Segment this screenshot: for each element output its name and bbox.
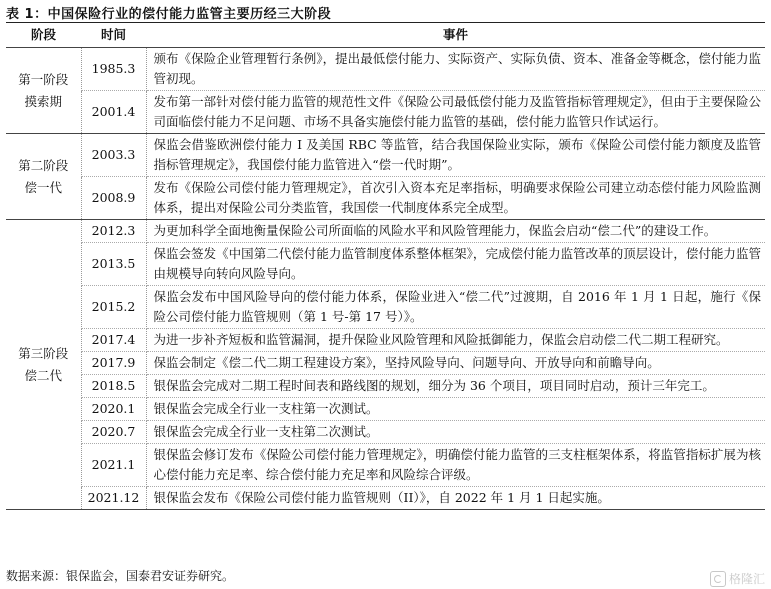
table-row — [6, 444, 765, 487]
event-cell: 保监会发布中国风险导向的偿付能力体系，保险业进入“偿二代”过渡期，自 2016 年 1 月 1 日起，施行《保险公司偿付能力监管规则（第 1 号-第 17 号）》。 — [146, 286, 765, 329]
time-cell: 1985.3 — [81, 48, 146, 91]
event-cell: 银保监会完成全行业一支柱第一次测试。 — [146, 398, 765, 421]
time-cell: 2020.1 — [81, 398, 146, 421]
time-cell: 2017.9 — [81, 352, 146, 375]
time-cell: 2018.5 — [81, 375, 146, 398]
event-cell: 发布《保险公司偿付能力管理规定》，首次引入资本充足率指标，明确要求保险公司建立动态偿付能力风险监测体系，提出对保险公司分类监管，我国偿一代制度体系完全成型。 — [146, 177, 765, 220]
stage-sub: 偿一代 — [24, 179, 62, 195]
event-cell: 颁布《保险企业管理暂行条例》，提出最低偿付能力、实际资产、实际负债、资本、准备金等概念，偿付能力监管初现。 — [146, 48, 765, 91]
stages-table — [6, 23, 765, 510]
table-row — [6, 286, 765, 329]
table-row — [6, 398, 765, 421]
table-row — [6, 243, 765, 286]
stage-cell-2 — [6, 134, 81, 220]
event-cell: 保监会制定《偿二代二期工程建设方案》，坚持风险导向、问题导向、开放导向和前瞻导向。 — [146, 352, 765, 375]
watermark-text: 格隆汇 — [728, 572, 765, 586]
watermark-logo-icon — [710, 571, 726, 587]
stage-name: 第三阶段 — [18, 345, 69, 361]
event-cell: 银保监会修订发布《保险公司偿付能力管理规定》，明确偿付能力监管的三支柱框架体系，将监管指标扩展为核心偿付能力充足率、综合偿付能力充足率和风险综合评级。 — [146, 444, 765, 487]
time-cell: 2008.9 — [81, 177, 146, 220]
time-cell: 2021.12 — [81, 487, 146, 510]
event-cell: 保监会签发《中国第二代偿付能力监管制度体系整体框架》，完成偿付能力监管改革的顶层设计，偿付能力监管由规模导向转向风险导向。 — [146, 243, 765, 286]
event-cell: 保监会借鉴欧洲偿付能力 I 及美国 RBC 等监管，结合我国保险业实际，颁布《保险公司偿付能力额度及监管指标管理规定》，我国偿付能力监管进入“偿一代时期”。 — [146, 134, 765, 177]
table-row — [6, 134, 765, 177]
stage-name: 第二阶段 — [18, 157, 69, 173]
time-cell: 2001.4 — [81, 91, 146, 134]
table-title: 表 1：中国保险行业的偿付能力监管主要历经三大阶段 — [6, 7, 332, 22]
table-row — [6, 352, 765, 375]
time-cell: 2013.5 — [81, 243, 146, 286]
event-cell: 发布第一部针对偿付能力监管的规范性文件《保险公司最低偿付能力及监管指标管理规定》，但由于主要保险公司面临偿付能力不足问题、市场不具备实施偿付能力监管的基础，偿付能力监管只作试运行。 — [146, 91, 765, 134]
time-cell: 2020.7 — [81, 421, 146, 444]
table-row — [6, 91, 765, 134]
time-cell: 2021.1 — [81, 444, 146, 487]
stage-cell-3 — [6, 220, 81, 510]
data-source-note: 数据来源：银保监会，国泰君安证券研究。 — [6, 569, 235, 583]
time-cell: 2003.3 — [81, 134, 146, 177]
table-row — [6, 421, 765, 444]
stage-cell-1 — [6, 48, 81, 134]
header-time: 时间 — [81, 23, 146, 48]
stage-sub: 摸索期 — [24, 93, 62, 109]
stage-name: 第一阶段 — [18, 71, 69, 87]
stage-sub: 偿二代 — [24, 367, 62, 383]
table-row — [6, 220, 765, 243]
time-cell: 2015.2 — [81, 286, 146, 329]
header-row — [6, 23, 765, 48]
event-cell: 银保监会完成全行业一支柱第二次测试。 — [146, 421, 765, 444]
table-row — [6, 487, 765, 510]
event-cell: 银保监会发布《保险公司偿付能力监管规则（II）》，自 2022 年 1 月 1 日起实施。 — [146, 487, 765, 510]
event-cell: 为更加科学全面地衡量保险公司所面临的风险水平和风险管理能力，保监会启动“偿二代”的建设工作。 — [146, 220, 765, 243]
watermark — [710, 570, 765, 587]
header-event: 事件 — [146, 23, 765, 48]
table-row — [6, 48, 765, 91]
time-cell: 2017.4 — [81, 329, 146, 352]
table-row — [6, 375, 765, 398]
table-row — [6, 329, 765, 352]
header-stage: 阶段 — [6, 23, 81, 48]
table-row — [6, 177, 765, 220]
event-cell: 为进一步补齐短板和监管漏洞，提升保险业风险管理和风险抵御能力，保监会启动偿二代二期工程研究。 — [146, 329, 765, 352]
time-cell: 2012.3 — [81, 220, 146, 243]
event-cell: 银保监会完成对二期工程时间表和路线图的规划，细分为 36 个项目，项目同时启动，预计三年完工。 — [146, 375, 765, 398]
